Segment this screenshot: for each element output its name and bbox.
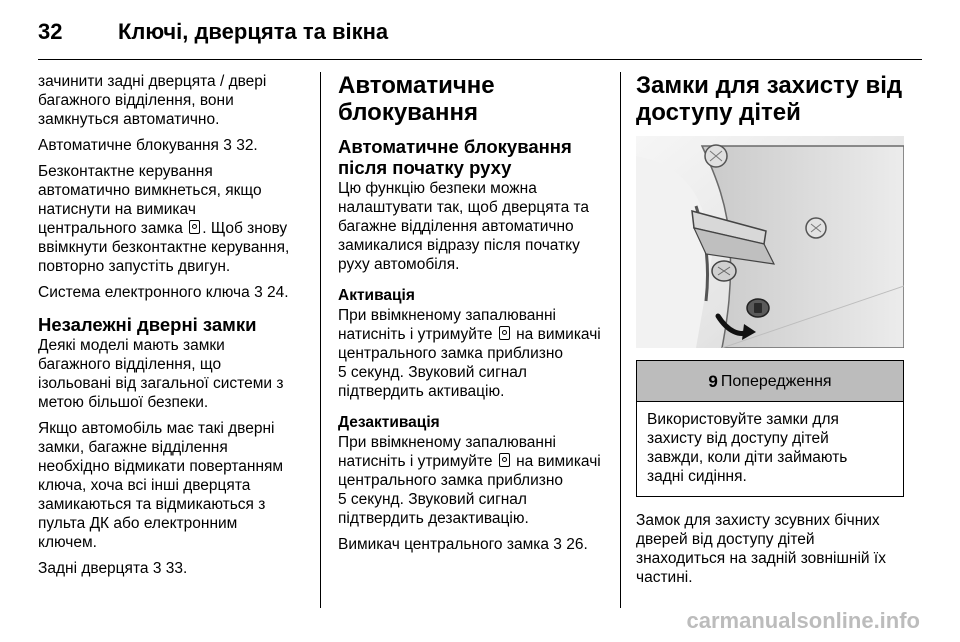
text: Задні дверцята [38,560,153,577]
column-1 [38,72,306,585]
paragraph: зачинити задні дверцята / двері багажного відділення, вони замкнуться автоматично. [38,73,267,128]
page-title: Ключі, дверцята та вікна [118,19,389,44]
text: . Щоб знову ввімкнути безконтактне керування, повторно запустіть двигун. [38,220,290,275]
paragraph: Цю функцію безпеки можна налаштувати так, щоб дверцята та багажне відділення автоматично замикалися відразу після початку руху автомобіля. [338,180,590,273]
lock-icon [189,220,200,234]
text: При ввімкненому запалюванні натисніть і утримуйте [338,307,556,343]
lock-icon [499,326,510,340]
column-3 [636,72,904,594]
warning-text: Використовуйте замки для захисту від доступу дітей завжди, коли діти займають задні сидіння. [647,411,848,485]
section-title: Замки для захисту від доступу дітей [636,72,903,126]
paragraph [38,162,306,276]
section-heading: Незалежні дверні замки [38,314,257,335]
text: При ввімкненому запалюванні натисніть і утримуйте [338,434,556,470]
cross-reference-link[interactable]: 3 33. [152,560,188,577]
text: Безконтактне керування автоматично вимкнеться, якщо натиснути на вимикач центрального замка [38,163,262,237]
lock-icon [499,453,510,467]
paragraph: Замок для захисту зсувних бічних дверей від доступу дітей знаходиться на задній зовнішній їх частині. [636,512,886,586]
warning-icon: 9 [708,371,718,391]
child-lock-illustration [636,136,904,348]
subheading-deactivation: Дезактивація [338,414,440,431]
cross-reference-link[interactable]: 3 26. [553,536,588,553]
paragraph: Якщо автомобіль має такі дверні замки, багажне відділення необхідно відмикати повертанням ключа, хоча всі інші дверцята замикаються та відмикаються з пульта ДК або електронним ключем. [38,420,284,551]
paragraph: Деякі моделі мають замки багажного відділення, що ізольовані від загальної системи з метою більшої безпеки. [38,337,284,411]
text: Вимикач центрального замка [338,536,554,553]
paragraph [338,306,606,401]
text: Автоматичне блокування [38,137,224,154]
door-lock-drawing [636,136,904,348]
header-rule [38,59,922,60]
subsection-heading: Автоматичне блокування після початку руху [338,136,572,178]
cross-reference-link[interactable]: 3 24. [254,284,289,301]
text: на вимикачі центрального замка приблизно 5 секунд. Звуковий сигнал підтвердить дезактивацію. [338,453,601,527]
warning-header [637,361,903,402]
paragraph [38,559,306,578]
cross-reference-link[interactable]: 3 32. [223,137,258,154]
warning-box [636,360,904,497]
column-2 [338,72,606,561]
subheading-activation: Активація [338,287,415,304]
text: на вимикачі центрального замка приблизно 5 секунд. Звуковий сигнал підтвердить активацію. [338,326,601,400]
paragraph [38,283,306,302]
page-header [38,16,388,48]
paragraph [338,433,606,528]
warning-title: Попередження [720,372,832,390]
section-title: Автоматичне блокування [338,72,495,126]
paragraph [38,136,306,155]
column-divider-2 [620,72,621,608]
page-number: 32 [38,19,63,44]
text: Система електронного ключа [38,284,255,301]
column-divider-1 [320,72,321,608]
watermark: carmanualsonline.info [686,608,920,633]
paragraph [338,535,606,554]
